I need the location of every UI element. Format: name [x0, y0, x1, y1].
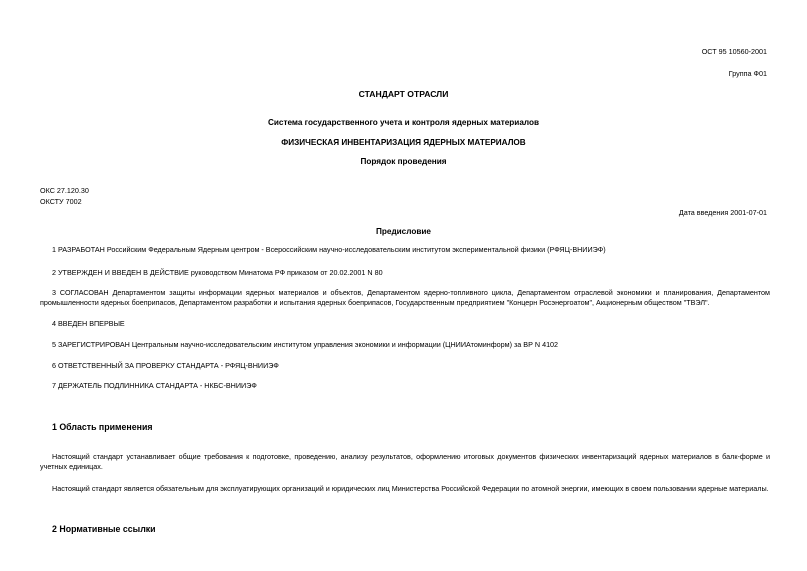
foreword-item: [52, 268, 383, 278]
foreword-item-text: Центральным научно-исследовательским институтом управления экономики и информации (ЦНИИАтоминформ) за ВР N 4102: [129, 340, 559, 349]
foreword-item: [52, 319, 125, 329]
section-1-paragraph: Настоящий стандарт является обязательным для эксплуатирующих организаций и юридических лиц Министерства Российской Федерации по атомной энергии, имеющих в своем пользовании ядерные материалы.: [52, 484, 769, 493]
document-code: ОСТ 95 10560-2001: [701, 47, 767, 56]
foreword-item: [52, 381, 257, 391]
document-group: Группа Ф01: [728, 69, 767, 78]
foreword-item-lead: 6 ОТВЕТСТВЕННЫЙ ЗА ПРОВЕРКУ СТАНДАРТА - РФЯЦ-ВНИИЭФ: [52, 361, 279, 370]
foreword-item-lead: 5 ЗАРЕГИСТРИРОВАН: [52, 340, 130, 349]
foreword-item-text: руководством Минатома РФ приказом от 20.02.2001 N 80: [188, 268, 383, 277]
procedure-title: Порядок проведения: [360, 157, 447, 166]
foreword-item: [40, 288, 770, 307]
foreword-item: [52, 245, 606, 255]
main-title: ФИЗИЧЕСКАЯ ИНВЕНТАРИЗАЦИЯ ЯДЕРНЫХ МАТЕРИАЛОВ: [281, 138, 526, 147]
section-1-paragraph: Настоящий стандарт устанавливает общие требования к подготовке, проведению, анализу результатов, оформлению итоговых документов физических инвентаризаций ядерных материалов в балк-форме и учетных единицах.: [40, 452, 770, 471]
foreword-item: [52, 340, 558, 350]
section-1-title: 1 Область применения: [52, 422, 153, 432]
foreword-title: Предисловие: [376, 227, 431, 236]
foreword-item-lead: 2 УТВЕРЖДЕН И ВВЕДЕН В ДЕЙСТВИЕ: [52, 268, 189, 277]
okstu-code: ОКСТУ 7002: [40, 197, 82, 206]
system-title: Система государственного учета и контроля ядерных материалов: [267, 118, 540, 127]
effective-date: Дата введения 2001-07-01: [678, 208, 767, 217]
oks-code: ОКС 27.120.30: [40, 186, 89, 195]
foreword-item-text: Департаментом защиты информации ядерных материалов и объектов, Департаментом ядерно-топливного цикла, Департаментом отраслевой экономики и планирования, Департаментом промышленности ядерных боеприпасов, Департаментом разработки и испытания ядерных боеприпасов, Государственным предприятием "Концерн Росэнергоатом", Акционерным обществом "ТВЭЛ".: [40, 288, 770, 307]
foreword-item-text: Российским Федеральным Ядерным центром - Всероссийским научно-исследовательским институтом экспериментальной физики (РФЯЦ-ВНИИЭФ): [104, 245, 606, 254]
foreword-item-lead: 3 СОГЛАСОВАН: [52, 288, 109, 297]
standard-title: СТАНДАРТ ОТРАСЛИ: [358, 89, 449, 99]
foreword-item: [52, 361, 279, 371]
foreword-item-lead: 1 РАЗРАБОТАН: [52, 245, 105, 254]
foreword-item-lead: 4 ВВЕДЕН ВПЕРВЫЕ: [52, 319, 125, 328]
section-2-title: 2 Нормативные ссылки: [52, 524, 156, 534]
foreword-item-lead: 7 ДЕРЖАТЕЛЬ ПОДЛИННИКА СТАНДАРТА - НКБС-ВНИИЭФ: [52, 381, 257, 390]
